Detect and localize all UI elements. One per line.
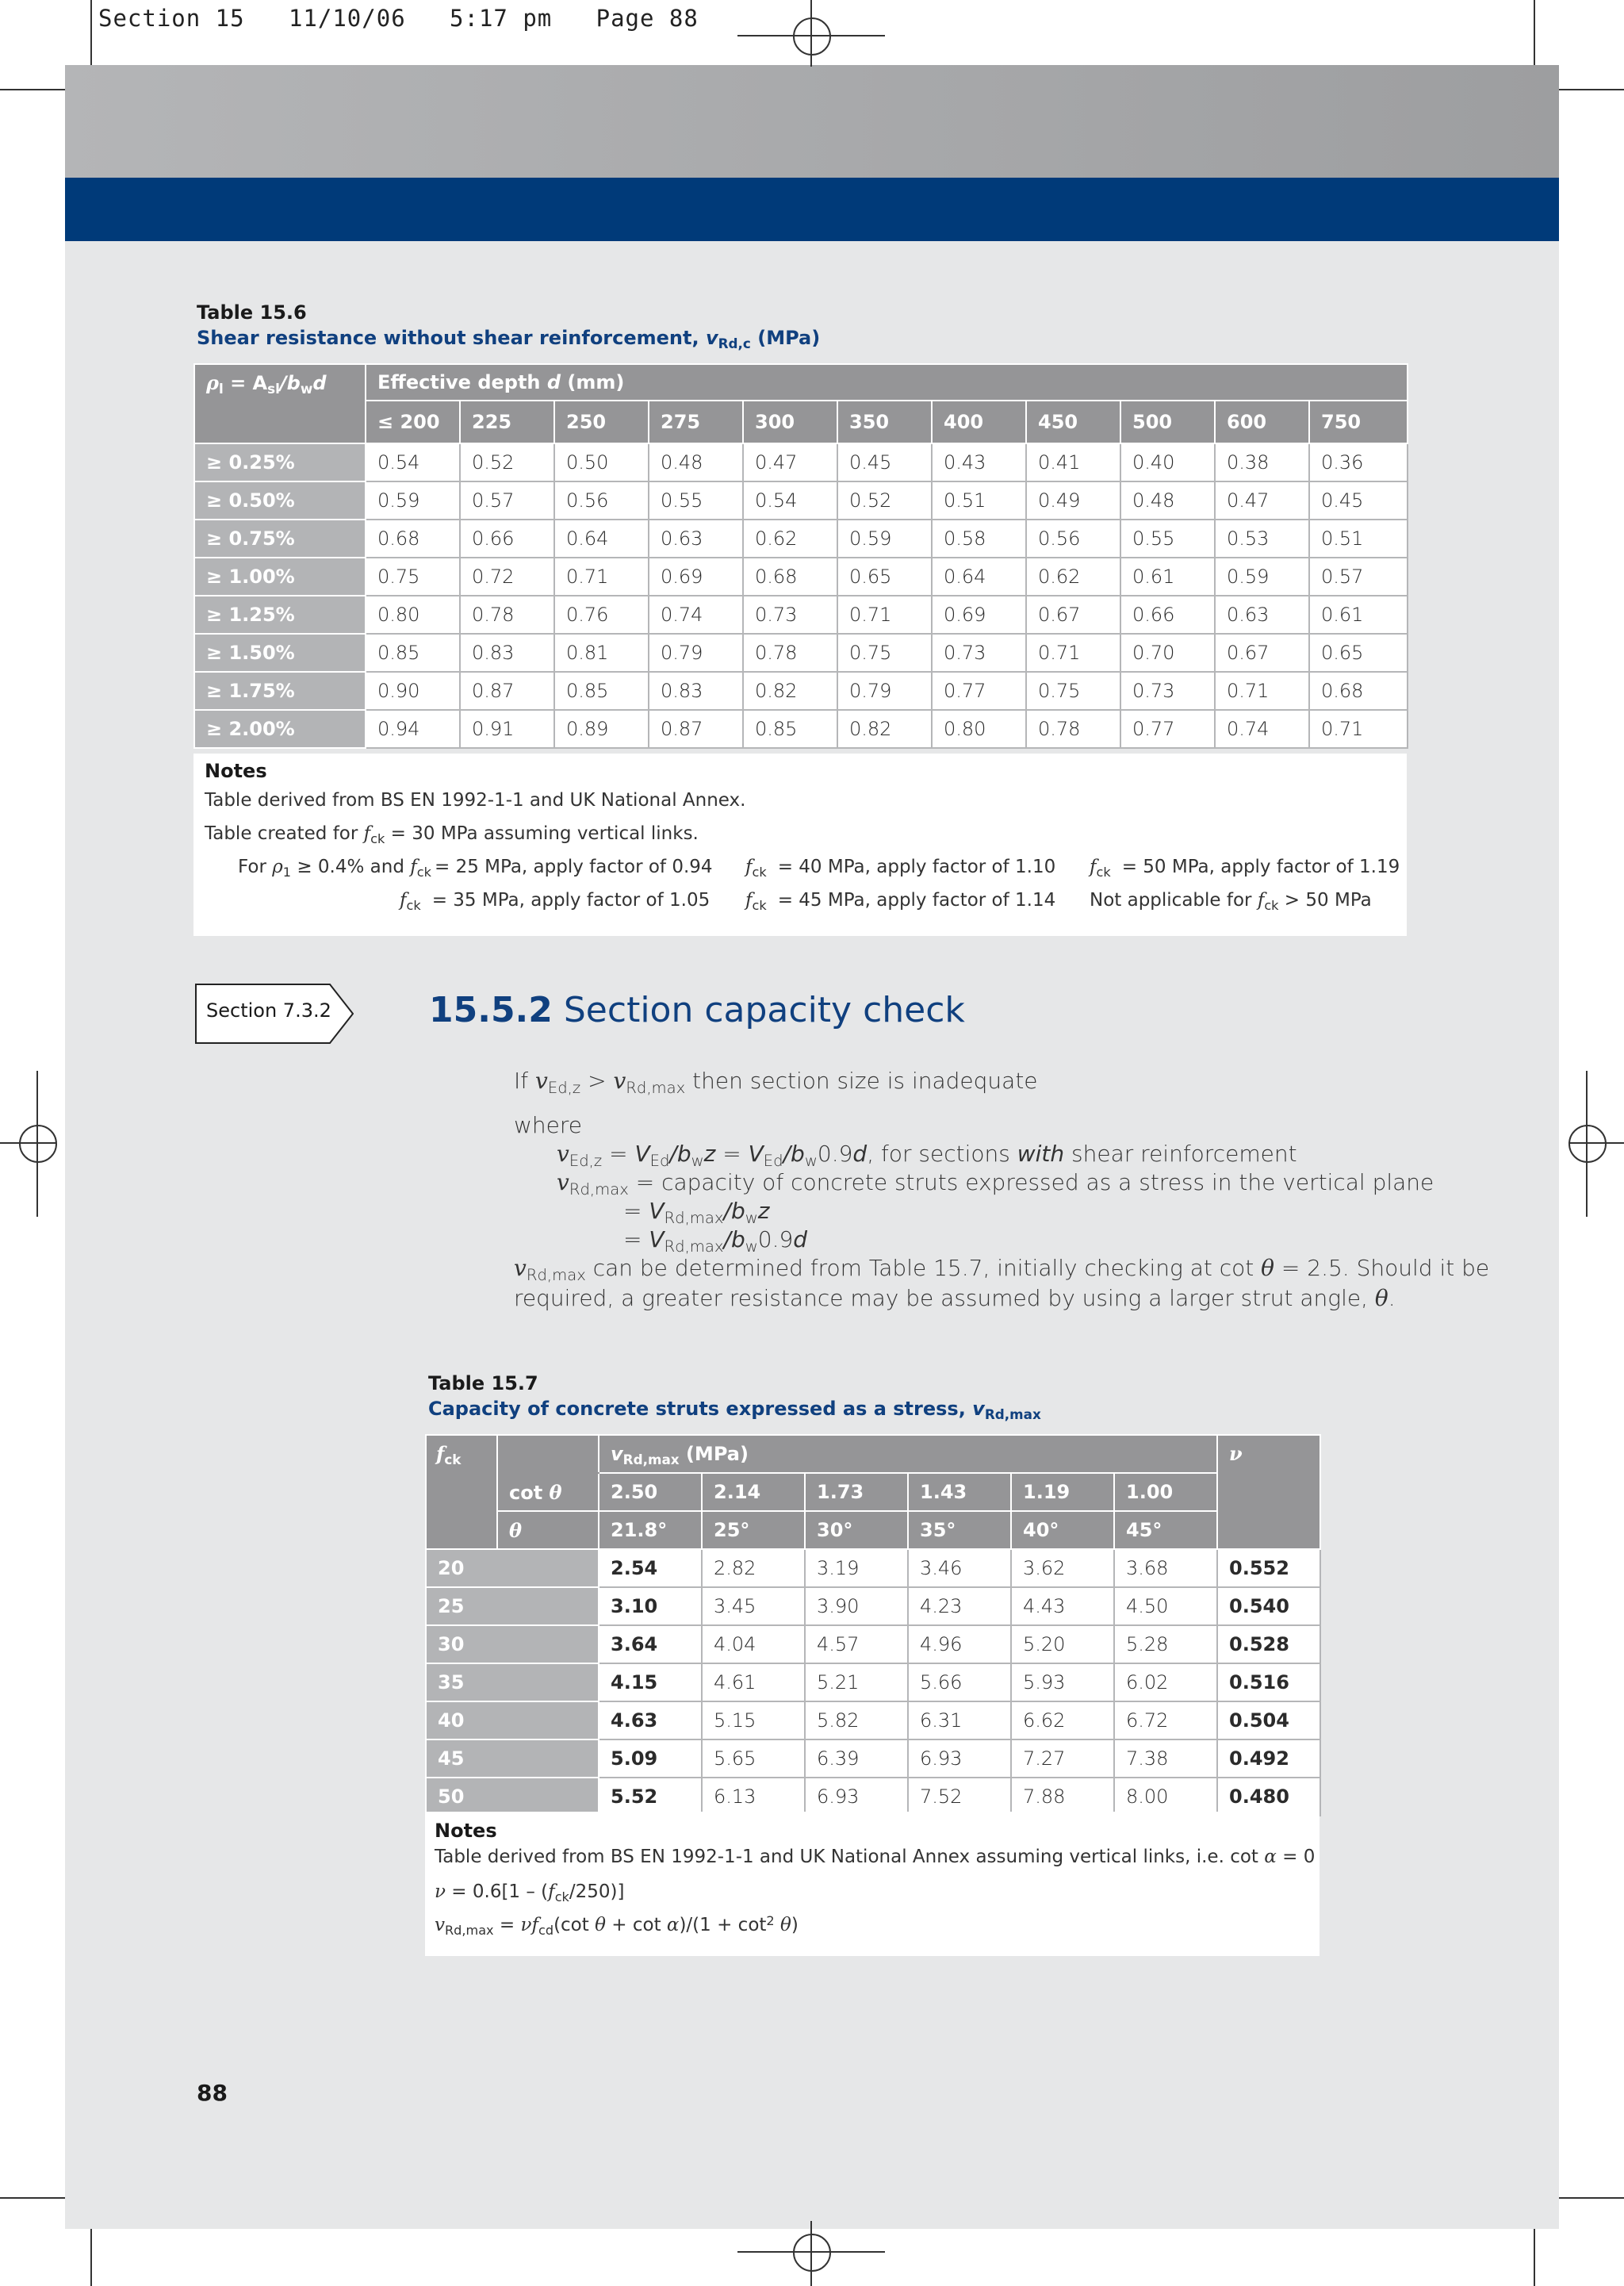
strut-value-cell: 7.27 xyxy=(1011,1739,1114,1778)
note-factor: $f_{ck} = 40$ MPa, apply factor of 1.10 xyxy=(745,857,1056,880)
shear-value-cell: 0.71 xyxy=(1309,710,1408,748)
strut-value-cell: 3.68 xyxy=(1114,1549,1217,1587)
table-row xyxy=(426,1701,1320,1739)
depth-header: ≤ 200 xyxy=(366,401,460,443)
rho-row-header: ≥ 0.75% xyxy=(194,520,366,558)
strut-value-cell: 2.82 xyxy=(702,1549,805,1587)
shear-value-cell: 0.47 xyxy=(743,443,837,481)
note-factor: $f_{ck} = 50$ MPa, apply factor of 1.19 xyxy=(1090,857,1400,880)
shear-value-cell: 0.68 xyxy=(743,558,837,596)
fck-row-header: 50 xyxy=(426,1778,599,1816)
equation-line: = $V_{Rd,max}/b_wz$ xyxy=(623,1198,770,1227)
depth-header: 300 xyxy=(743,401,837,443)
note-line: $\nu = 0.6[1 - (f_{ck}/250)]$ xyxy=(435,1881,625,1904)
print-slug: Section 15 11/10/06 5:17 pm Page 88 xyxy=(98,5,699,32)
shear-value-cell: 0.91 xyxy=(460,710,554,748)
strut-value-cell: 5.20 xyxy=(1011,1625,1114,1663)
shear-value-cell: 0.71 xyxy=(1026,634,1120,672)
crop-mark xyxy=(0,2197,70,2199)
strut-value-cell: 4.23 xyxy=(908,1587,1011,1625)
shear-value-cell: 0.57 xyxy=(460,481,554,520)
shear-value-cell: 0.49 xyxy=(1026,481,1120,520)
shear-value-cell: 0.48 xyxy=(649,443,743,481)
table-15-7-notes xyxy=(425,1812,1320,1956)
note-factor: $f_{ck} = 45$ MPa, apply factor of 1.14 xyxy=(745,890,1056,913)
cot-value-header: 1.19 xyxy=(1011,1473,1114,1511)
shear-value-cell: 0.80 xyxy=(366,596,460,634)
shear-value-cell: 0.51 xyxy=(1309,520,1408,558)
shear-value-cell: 0.50 xyxy=(554,443,649,481)
note-line: $v_{Rd,max} = \nu f_{cd}(\cot$ $\theta + \cot \alpha)/(1 + \cot^2 \theta)$ xyxy=(435,1912,799,1938)
angle-value-header: 45° xyxy=(1114,1511,1217,1549)
strut-value-cell: 5.15 xyxy=(702,1701,805,1739)
note-factor: Not applicable for $f_{ck} > 50$ MPa xyxy=(1090,890,1372,913)
shear-value-cell: 0.77 xyxy=(1120,710,1215,748)
shear-value-cell: 0.83 xyxy=(649,672,743,710)
depth-header: 450 xyxy=(1026,401,1120,443)
nu-value-cell: 0.528 xyxy=(1217,1625,1320,1663)
strut-value-cell: 5.28 xyxy=(1114,1625,1217,1663)
strut-value-cell: 2.54 xyxy=(599,1549,702,1587)
strut-value-cell: 4.96 xyxy=(908,1625,1011,1663)
nu-value-cell: 0.504 xyxy=(1217,1701,1320,1739)
nu-value-cell: 0.540 xyxy=(1217,1587,1320,1625)
rho-row-header: ≥ 1.25% xyxy=(194,596,366,634)
table-15-6-notes xyxy=(193,754,1407,936)
shear-value-cell: 0.62 xyxy=(1026,558,1120,596)
strut-value-cell: 6.02 xyxy=(1114,1663,1217,1701)
shear-value-cell: 0.66 xyxy=(1120,596,1215,634)
strut-value-cell: 7.88 xyxy=(1011,1778,1114,1816)
shear-value-cell: 0.78 xyxy=(743,634,837,672)
equation-line: $v_{Rd,max}$ = capacity of concrete struts expressed as a stress in the vertical plane xyxy=(557,1169,1434,1199)
shear-value-cell: 0.51 xyxy=(932,481,1026,520)
paragraph-line: $v_{Rd,max}$ can be determined from Table 15.7, initially checking at cot θ = 2.5. Should it be xyxy=(514,1255,1490,1284)
shear-value-cell: 0.74 xyxy=(1215,710,1309,748)
shear-value-cell: 0.38 xyxy=(1215,443,1309,481)
nu-value-cell: 0.552 xyxy=(1217,1549,1320,1587)
cot-value-header: 1.73 xyxy=(805,1473,908,1511)
angle-value-header: 21.8° xyxy=(599,1511,702,1549)
shear-value-cell: 0.54 xyxy=(366,443,460,481)
table-row xyxy=(194,672,1408,710)
rho-row-header: ≥ 1.75% xyxy=(194,672,366,710)
vrdmax-header: $v_{Rd,max}$ (MPa) xyxy=(599,1435,1217,1473)
depth-header: 275 xyxy=(649,401,743,443)
table-number: Table 15.7 xyxy=(428,1372,538,1394)
nu-value-cell: 0.480 xyxy=(1217,1778,1320,1816)
table-number: Table 15.6 xyxy=(197,301,307,324)
shear-value-cell: 0.82 xyxy=(743,672,837,710)
shear-value-cell: 0.75 xyxy=(366,558,460,596)
table-row xyxy=(194,634,1408,672)
shear-value-cell: 0.41 xyxy=(1026,443,1120,481)
table-15-7-title xyxy=(428,1371,1041,1421)
shear-value-cell: 0.85 xyxy=(554,672,649,710)
shear-value-cell: 0.68 xyxy=(1309,672,1408,710)
shear-value-cell: 0.65 xyxy=(837,558,932,596)
angle-value-header: 40° xyxy=(1011,1511,1114,1549)
where-label: where xyxy=(514,1112,582,1138)
table-row xyxy=(194,710,1408,748)
shear-value-cell: 0.94 xyxy=(366,710,460,748)
strut-value-cell: 4.57 xyxy=(805,1625,908,1663)
depth-header: 250 xyxy=(554,401,649,443)
shear-value-cell: 0.56 xyxy=(1026,520,1120,558)
shear-value-cell: 0.57 xyxy=(1309,558,1408,596)
table-row xyxy=(426,1549,1320,1587)
shear-value-cell: 0.90 xyxy=(366,672,460,710)
shear-value-cell: 0.73 xyxy=(1120,672,1215,710)
shear-value-cell: 0.87 xyxy=(460,672,554,710)
table-row xyxy=(426,1778,1320,1816)
strut-value-cell: 3.62 xyxy=(1011,1549,1114,1587)
table-15-6-title xyxy=(197,300,820,351)
strut-value-cell: 3.19 xyxy=(805,1549,908,1587)
effective-depth-header: Effective depth d (mm) xyxy=(366,364,1408,401)
table-row xyxy=(194,558,1408,596)
strut-value-cell: 6.93 xyxy=(805,1778,908,1816)
shear-value-cell: 0.89 xyxy=(554,710,649,748)
fck-row-header: 25 xyxy=(426,1587,599,1625)
shear-value-cell: 0.72 xyxy=(460,558,554,596)
strut-value-cell: 4.15 xyxy=(599,1663,702,1701)
fck-row-header: 40 xyxy=(426,1701,599,1739)
section-heading: 15.5.2 Section capacity check xyxy=(429,990,965,1030)
shear-value-cell: 0.55 xyxy=(649,481,743,520)
shear-value-cell: 0.59 xyxy=(366,481,460,520)
cot-value-header: 2.14 xyxy=(702,1473,805,1511)
shear-value-cell: 0.69 xyxy=(649,558,743,596)
condition-line: If $v_{Ed,z} > v_{Rd,max}$ then section size is inadequate xyxy=(514,1068,1038,1097)
crop-mark xyxy=(1534,0,1535,70)
cot-theta-label: cot θ xyxy=(497,1473,599,1511)
shear-value-cell: 0.81 xyxy=(554,634,649,672)
strut-value-cell: 4.61 xyxy=(702,1663,805,1701)
table-15-7 xyxy=(425,1434,1321,1816)
table-caption: Capacity of concrete struts expressed as a stress, $v_{Rd,max}$ xyxy=(428,1398,1041,1423)
shear-value-cell: 0.67 xyxy=(1215,634,1309,672)
equation-line: = $V_{Rd,max}/b_w0.9d$ xyxy=(623,1226,808,1256)
shear-value-cell: 0.56 xyxy=(554,481,649,520)
table-row xyxy=(194,481,1408,520)
note-line: Table derived from BS EN 1992-1-1 and UK National Annex assuming vertical links, i.e. cot α = 0 xyxy=(435,1847,1316,1867)
note-line: Table created for $f_{ck} = 30$ MPa assuming vertical links. xyxy=(205,823,699,846)
shear-value-cell: 0.80 xyxy=(932,710,1026,748)
section-reference-tag xyxy=(195,984,354,1044)
shear-value-cell: 0.71 xyxy=(1215,672,1309,710)
shear-value-cell: 0.75 xyxy=(1026,672,1120,710)
shear-value-cell: 0.53 xyxy=(1215,520,1309,558)
shear-value-cell: 0.58 xyxy=(932,520,1026,558)
shear-value-cell: 0.70 xyxy=(1120,634,1215,672)
note-factor: = 25 MPa, apply factor of 0.94 xyxy=(435,857,713,877)
shear-value-cell: 0.79 xyxy=(649,634,743,672)
shear-value-cell: 0.40 xyxy=(1120,443,1215,481)
notes-heading: Notes xyxy=(205,760,267,782)
strut-value-cell: 5.65 xyxy=(702,1739,805,1778)
shear-value-cell: 0.59 xyxy=(1215,558,1309,596)
cot-value-header: 2.50 xyxy=(599,1473,702,1511)
table-row xyxy=(194,443,1408,481)
nu-value-cell: 0.492 xyxy=(1217,1739,1320,1778)
shear-value-cell: 0.63 xyxy=(1215,596,1309,634)
header-blue-band xyxy=(65,178,1559,241)
header-gray-band xyxy=(65,65,1559,178)
shear-value-cell: 0.77 xyxy=(932,672,1026,710)
strut-value-cell: 3.64 xyxy=(599,1625,702,1663)
fck-row-header: 45 xyxy=(426,1739,599,1778)
shear-value-cell: 0.71 xyxy=(837,596,932,634)
angle-value-header: 35° xyxy=(908,1511,1011,1549)
shear-value-cell: 0.43 xyxy=(932,443,1026,481)
table-row xyxy=(426,1587,1320,1625)
strut-value-cell: 4.43 xyxy=(1011,1587,1114,1625)
shear-value-cell: 0.36 xyxy=(1309,443,1408,481)
rho-row-header: ≥ 0.50% xyxy=(194,481,366,520)
nu-value-cell: 0.516 xyxy=(1217,1663,1320,1701)
shear-value-cell: 0.45 xyxy=(837,443,932,481)
strut-value-cell: 3.45 xyxy=(702,1587,805,1625)
shear-value-cell: 0.73 xyxy=(932,634,1026,672)
shear-value-cell: 0.78 xyxy=(460,596,554,634)
shear-value-cell: 0.61 xyxy=(1309,596,1408,634)
strut-value-cell: 3.46 xyxy=(908,1549,1011,1587)
crop-mark xyxy=(1554,2197,1624,2199)
crop-mark xyxy=(1554,89,1624,90)
note-line: For $\rho_1 \ge 0.4\%$ and $f_{ck}$ xyxy=(238,857,431,880)
shear-value-cell: 0.85 xyxy=(366,634,460,672)
depth-header: 400 xyxy=(932,401,1026,443)
strut-value-cell: 3.10 xyxy=(599,1587,702,1625)
strut-value-cell: 4.63 xyxy=(599,1701,702,1739)
strut-value-cell: 6.39 xyxy=(805,1739,908,1778)
shear-value-cell: 0.75 xyxy=(837,634,932,672)
strut-value-cell: 6.31 xyxy=(908,1701,1011,1739)
strut-value-cell: 4.04 xyxy=(702,1625,805,1663)
shear-value-cell: 0.54 xyxy=(743,481,837,520)
shear-value-cell: 0.63 xyxy=(649,520,743,558)
shear-value-cell: 0.65 xyxy=(1309,634,1408,672)
table-15-6 xyxy=(193,363,1408,749)
shear-value-cell: 0.67 xyxy=(1026,596,1120,634)
strut-value-cell: 5.82 xyxy=(805,1701,908,1739)
strut-value-cell: 5.52 xyxy=(599,1778,702,1816)
depth-header: 600 xyxy=(1215,401,1309,443)
strut-value-cell: 5.21 xyxy=(805,1663,908,1701)
strut-value-cell: 4.50 xyxy=(1114,1587,1217,1625)
notes-heading: Notes xyxy=(435,1820,497,1842)
crop-mark xyxy=(0,89,70,90)
strut-value-cell: 7.38 xyxy=(1114,1739,1217,1778)
rho-row-header: ≥ 1.00% xyxy=(194,558,366,596)
rho-row-header: ≥ 1.50% xyxy=(194,634,366,672)
table-row xyxy=(194,520,1408,558)
shear-value-cell: 0.87 xyxy=(649,710,743,748)
note-line: Table derived from BS EN 1992-1-1 and UK National Annex. xyxy=(205,790,746,811)
fck-row-header: 20 xyxy=(426,1549,599,1587)
angle-value-header: 30° xyxy=(805,1511,908,1549)
equation-line: $v_{Ed,z} = V_{Ed}/b_wz = V_{Ed}/b_w0.9d$, for sections with shear reinforcement xyxy=(557,1141,1297,1170)
page-number: 88 xyxy=(197,2080,228,2106)
cot-value-header: 1.00 xyxy=(1114,1473,1217,1511)
shear-value-cell: 0.48 xyxy=(1120,481,1215,520)
shear-value-cell: 0.55 xyxy=(1120,520,1215,558)
shear-value-cell: 0.66 xyxy=(460,520,554,558)
shear-value-cell: 0.59 xyxy=(837,520,932,558)
depth-header: 500 xyxy=(1120,401,1215,443)
strut-value-cell: 6.93 xyxy=(908,1739,1011,1778)
strut-value-cell: 5.09 xyxy=(599,1739,702,1778)
rho-header: $\rho_l = A_{sl}/b_wd$ xyxy=(194,364,366,443)
shear-value-cell: 0.68 xyxy=(366,520,460,558)
shear-value-cell: 0.52 xyxy=(460,443,554,481)
shear-value-cell: 0.82 xyxy=(837,710,932,748)
cot-value-header: 1.43 xyxy=(908,1473,1011,1511)
shear-value-cell: 0.47 xyxy=(1215,481,1309,520)
depth-header: 750 xyxy=(1309,401,1408,443)
strut-value-cell: 5.93 xyxy=(1011,1663,1114,1701)
rho-row-header: ≥ 2.00% xyxy=(194,710,366,748)
shear-value-cell: 0.83 xyxy=(460,634,554,672)
shear-value-cell: 0.73 xyxy=(743,596,837,634)
table-row xyxy=(426,1663,1320,1701)
shear-value-cell: 0.74 xyxy=(649,596,743,634)
table-row xyxy=(426,1625,1320,1663)
shear-value-cell: 0.62 xyxy=(743,520,837,558)
shear-value-cell: 0.64 xyxy=(932,558,1026,596)
angle-value-header: 25° xyxy=(702,1511,805,1549)
shear-value-cell: 0.78 xyxy=(1026,710,1120,748)
fck-header: $f_{ck}$ xyxy=(426,1435,497,1549)
fck-row-header: 35 xyxy=(426,1663,599,1701)
table-caption: Shear resistance without shear reinforcement, $v_{Rd,c}$ (MPa) xyxy=(197,327,821,352)
depth-header: 350 xyxy=(837,401,932,443)
table-row xyxy=(194,596,1408,634)
strut-value-cell: 6.13 xyxy=(702,1778,805,1816)
shear-value-cell: 0.71 xyxy=(554,558,649,596)
shear-value-cell: 0.64 xyxy=(554,520,649,558)
theta-label: θ xyxy=(497,1511,599,1549)
shear-value-cell: 0.79 xyxy=(837,672,932,710)
strut-value-cell: 3.90 xyxy=(805,1587,908,1625)
strut-value-cell: 8.00 xyxy=(1114,1778,1217,1816)
section-reference-label: Section 7.3.2 xyxy=(206,999,331,1022)
shear-value-cell: 0.45 xyxy=(1309,481,1408,520)
shear-value-cell: 0.85 xyxy=(743,710,837,748)
nu-header: ν xyxy=(1217,1435,1320,1549)
strut-value-cell: 6.72 xyxy=(1114,1701,1217,1739)
note-factor: $f_{ck} = 35$ MPa, apply factor of 1.05 xyxy=(400,890,710,913)
paragraph-line: required, a greater resistance may be assumed by using a larger strut angle, θ. xyxy=(514,1285,1396,1311)
depth-header: 225 xyxy=(460,401,554,443)
table-row xyxy=(426,1739,1320,1778)
strut-value-cell: 5.66 xyxy=(908,1663,1011,1701)
strut-value-cell: 7.52 xyxy=(908,1778,1011,1816)
shear-value-cell: 0.69 xyxy=(932,596,1026,634)
shear-value-cell: 0.76 xyxy=(554,596,649,634)
rho-row-header: ≥ 0.25% xyxy=(194,443,366,481)
fck-row-header: 30 xyxy=(426,1625,599,1663)
crop-mark xyxy=(90,0,92,70)
shear-value-cell: 0.61 xyxy=(1120,558,1215,596)
shear-value-cell: 0.52 xyxy=(837,481,932,520)
strut-value-cell: 6.62 xyxy=(1011,1701,1114,1739)
